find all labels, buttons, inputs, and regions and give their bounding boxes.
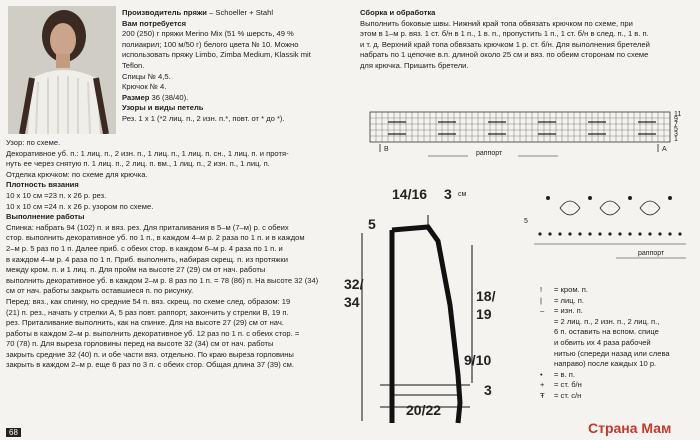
body-line: Узор: по схеме. (6, 138, 61, 147)
arrow-a-label: A (662, 146, 667, 153)
density-heading: Плотность вязания (6, 180, 79, 190)
legend-row (540, 349, 690, 360)
legend-symbol: | (540, 295, 542, 305)
legend-text: = кром. п. (554, 285, 588, 294)
needed-line: Teflon. (122, 60, 145, 70)
row-number: 5 (674, 126, 678, 133)
row-number: 7 (674, 121, 678, 128)
legend-row (540, 370, 690, 381)
assembly-line: Выполнить боковые швы. Нижний край топа обвязать крючком по схеме, при (360, 18, 633, 28)
legend-symbol: • (540, 369, 543, 379)
work-line: 70 (78) п. Для выреза горловины перед на высоте 32 (34) см от нач. работы (6, 339, 274, 349)
assembly-line: этом в 1–м р. вяз. 1 ст. б/н в 1 п., 1 в. п., пропустить 1 п., 1 ст. б/н в след. п., 1 в. п. (360, 29, 649, 39)
legend-row (540, 306, 690, 317)
work-line: работы в каждом 2–м р. выполнить декоративное уб. 12 раз по 1 п. с обеих стор. = (6, 328, 300, 338)
chart-repeat-label: раппорт (476, 150, 503, 157)
density-line: 10 х 10 см =24 п. х 26 р. узором по схеме. (6, 201, 154, 211)
work-line: закрыть в каждом 2–м р. еще 6 раз по 3 п. с обеих стор. Общая длина 37 (39) см. (6, 360, 295, 370)
density-line: 10 х 10 см =23 п. х 26 р. рез. (6, 190, 107, 200)
legend-symbol: + (540, 380, 545, 390)
needed-line: использовать пряжу Limbo, Zimba Medium, Klassik mit (122, 50, 311, 60)
work-line: закрыть средние 32 (40) п. и обе части вяз. отдельно. По краю выреза горловины (6, 349, 294, 359)
work-line: стор. выполнить декоративное уб. по 1 п., в каждом 4–м р. 2 раза по 1 п. и в каждом (6, 233, 305, 243)
manufacturer-label: Производитель пряжи (122, 8, 207, 17)
height-left-label-2: 34 (344, 294, 360, 310)
needed-line: 200 (250) г пряжи Merino Mix (51 % шерсть, 49 % (122, 29, 294, 39)
legend-text: = 2 лиц. п., 2 изн. п., 2 лиц. п., (554, 316, 660, 326)
crochet-repeat-label: раппорт (638, 250, 665, 257)
row-number: 3 (674, 131, 678, 138)
legend-row (540, 359, 690, 370)
height-mid-label-2: 19 (476, 306, 492, 322)
work-line: Спинка: набрать 94 (102) п. и вяз. рез. Для приталивания в 5–м (7–м) р. с обеих (6, 222, 289, 232)
legend-row (540, 296, 690, 307)
legend (540, 285, 690, 402)
height-left-label: 32/ (344, 276, 364, 292)
assembly-line: для крючка. Пришить бретели. (360, 60, 469, 70)
legend-row (540, 391, 690, 402)
instructions (6, 138, 346, 371)
assembly-section (360, 8, 695, 72)
height-low-label: 9/10 (464, 352, 492, 368)
chart-row-numbers (674, 112, 681, 142)
assembly-line: и т. д. Верхний край топа обвязать крючком 1 р. ст. б/н. Для выполнения бретелей (360, 39, 650, 49)
work-line: Перед: вяз., как спинку, но средние 54 п. вяз. скрещ. по схеме след. образом: 19 (6, 296, 291, 306)
patterns-line: Рез. 1 х 1 (*2 лиц. п., 2 изн. п.*, повт. от * до *). (122, 113, 285, 123)
size-label: Размер (122, 92, 150, 102)
arrow-b-label: B (384, 146, 389, 153)
work-heading: Выполнение работы (6, 212, 85, 222)
work-line: рез. Приталивание выполнить, как на спинке. Для на высоте 27 (29) см от нач. (6, 318, 284, 328)
needed-line: полиакрил; 100 м/50 г) белого цвета № 10. Можно (122, 39, 299, 49)
work-line: в каждом 4–м р. 4 раза по 1 п. Приб. выполнить, набирая скрещ. п. из протяжки (6, 254, 288, 264)
needed-line: Крючок № 4. (122, 82, 167, 92)
legend-symbol: Ŧ (540, 390, 545, 400)
width-bottom-label: 20/22 (406, 402, 442, 418)
needed-line: Спицы № 4,5. (122, 71, 171, 81)
model-photo (8, 6, 116, 134)
body-line: Декоративное уб. п.: 1 лиц. п., 2 изн. п., 1 лиц. п., 1 лиц. п. сн., 1 лиц. п. и протя- (6, 148, 289, 158)
work-line: между кром. п. и 1 лиц. п. Для пройм на высоте 27 (29) см от нач. работы (6, 265, 266, 275)
legend-row (540, 380, 690, 391)
side-top-label: 5 (368, 216, 376, 232)
legend-text: = ст. б/н (554, 380, 582, 390)
crochet-side-label: 5 (524, 218, 528, 225)
legend-row (540, 338, 690, 349)
body-line: нуть ее через снятую п. 1 лиц. п., 2 лиц. п. вм., 1 лиц. п., 2 изн. п., 1 лиц. п. (6, 159, 270, 169)
work-line: см от нач. работы закрыть оставшиеся п. по рисунку. (6, 286, 194, 296)
legend-row (540, 317, 690, 328)
watermark: Страна Мам (588, 420, 672, 436)
legend-symbol: – (540, 306, 545, 316)
yarn-info (122, 8, 337, 125)
legend-text: = лиц. п. (554, 295, 585, 305)
width-top-label: 14/16 (392, 186, 428, 202)
assembly-line: набрать по 1 цепочке в.п. длиной около 25 см и вяз. по обеим сторонам по схеме (360, 50, 649, 60)
shoulder-label: 3 (444, 186, 452, 202)
row-number: 1 (674, 136, 678, 143)
manufacturer-value: – Schoeller + Stahl (209, 8, 274, 17)
row-number: 9 (674, 116, 678, 123)
page-number: 68 (6, 428, 21, 437)
legend-text: нитью (спереди назад или слева (554, 348, 670, 358)
work-line: выполнить декоративное уб. в каждом 2–м р. 8 раз по 1 п. = 78 (86) п. На высоте 32 (34) (6, 275, 319, 285)
legend-row (540, 327, 690, 338)
needed-heading: Вам потребуется (122, 18, 187, 28)
work-line: (21) п. рез., начать у стрелки А, 5 раз повт. раппорт, закончить у стрелки В, 19 п. (6, 307, 289, 317)
legend-row (540, 285, 690, 296)
legend-text: направо) после каждых 10 р. (554, 359, 657, 369)
legend-text: = изн. п. (554, 306, 583, 316)
height-mid-label: 18/ (476, 288, 496, 304)
knitting-chart (368, 110, 684, 162)
work-line: 2–м р. 5 раз по 1 п. Далее приб. с обеих стор. в каждом 6–м р. 4 раза по 1 п. и (6, 243, 283, 253)
crochet-chart (520, 188, 695, 270)
legend-text: и обвить их 4 раза рабочей (554, 337, 651, 347)
size-value: 36 (38/40). (151, 92, 189, 102)
legend-text: = в. п. (554, 369, 576, 379)
body-line: Отделка крючком: по схеме для крючка. (6, 169, 148, 179)
legend-symbol: ! (540, 285, 543, 294)
assembly-heading: Сборка и обработка (360, 8, 436, 17)
garment-schematic (340, 185, 510, 435)
legend-text: 6 п. оставить на вспом. спице (554, 327, 659, 337)
unit-label: см (458, 191, 467, 198)
height-bottom-label: 3 (484, 382, 492, 398)
patterns-heading: Узоры и виды петель (122, 103, 204, 113)
legend-text: = ст. с/н (554, 390, 582, 400)
row-number: 11 (674, 111, 682, 118)
